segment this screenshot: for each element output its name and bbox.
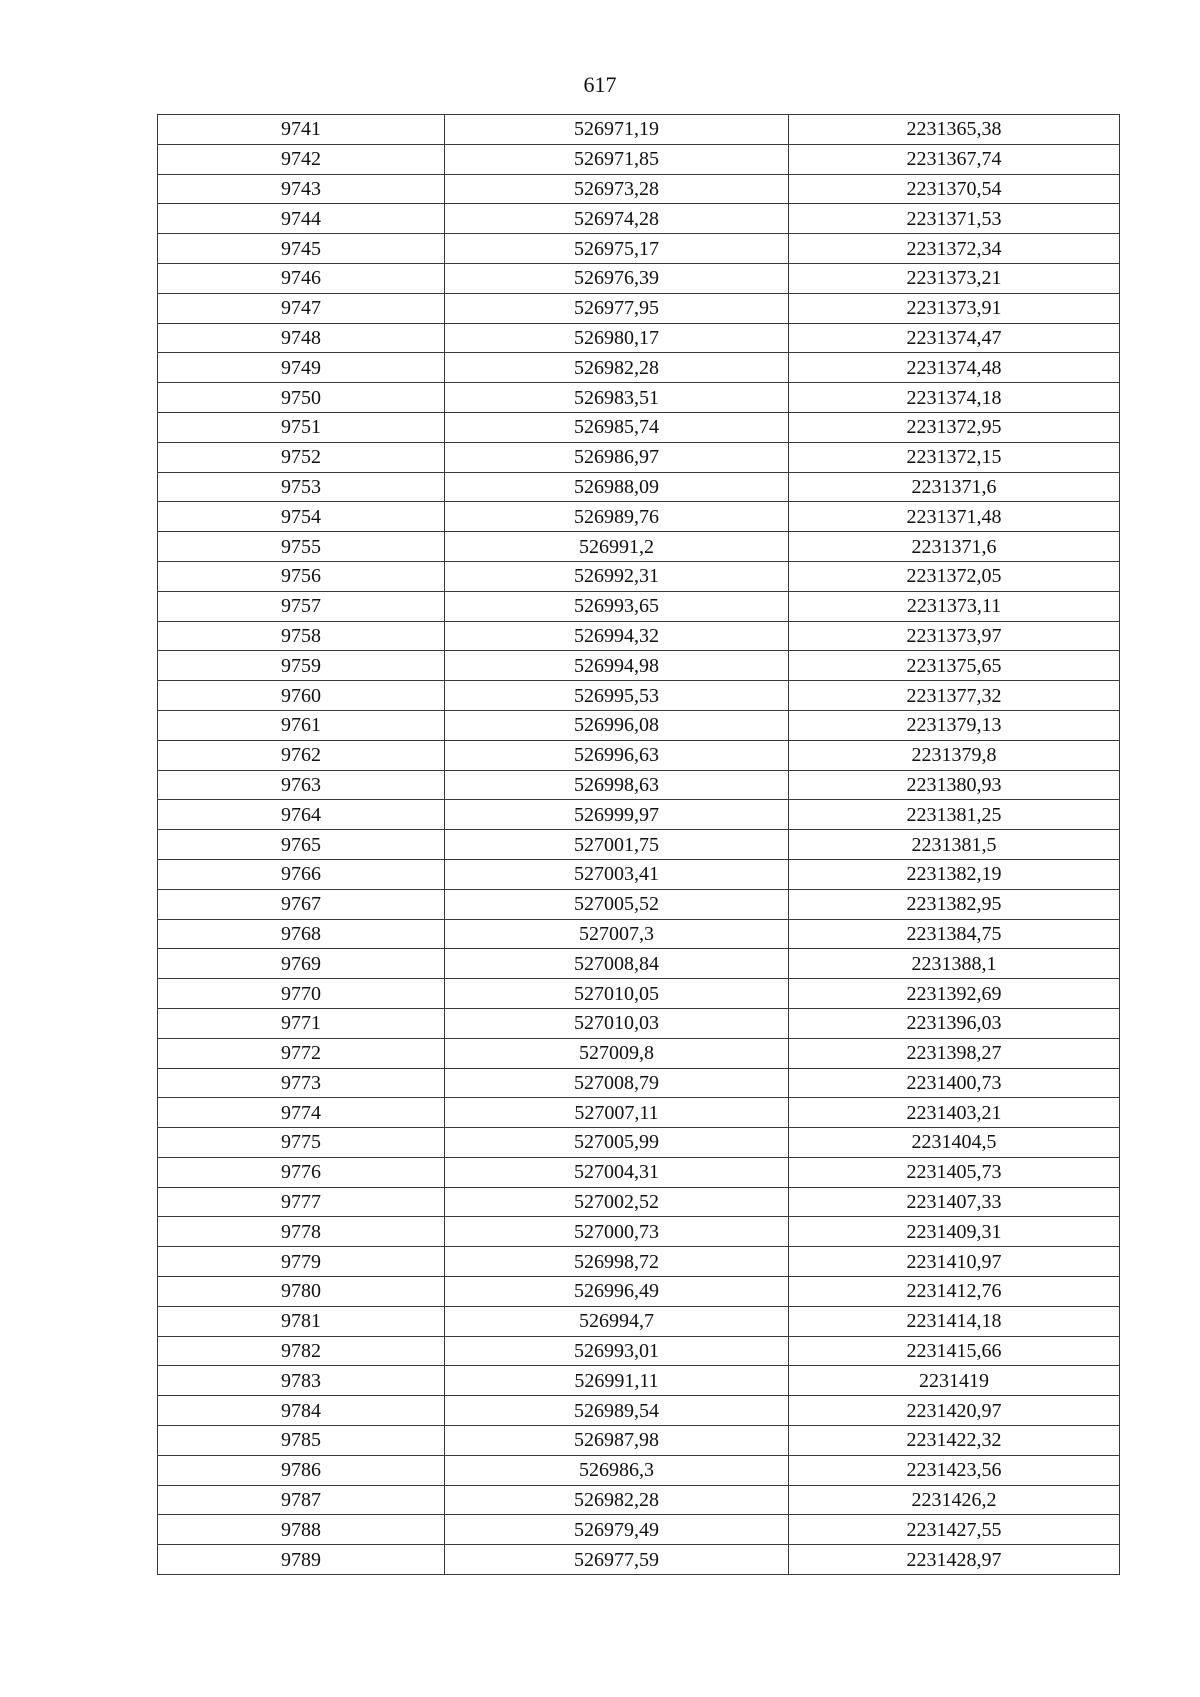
y-coordinate-cell: 2231426,2	[789, 1485, 1120, 1515]
table-row	[158, 1217, 1120, 1247]
point-number-cell: 9776	[158, 1157, 445, 1187]
table-row	[158, 949, 1120, 979]
y-coordinate-cell: 2231373,21	[789, 263, 1120, 293]
y-coordinate-cell: 2231382,95	[789, 889, 1120, 919]
table-row	[158, 740, 1120, 770]
y-coordinate-cell: 2231373,11	[789, 591, 1120, 621]
x-coordinate-cell: 526979,49	[445, 1515, 789, 1545]
y-coordinate-cell: 2231412,76	[789, 1277, 1120, 1307]
y-coordinate-cell: 2231384,75	[789, 919, 1120, 949]
point-number-cell: 9779	[158, 1247, 445, 1277]
y-coordinate-cell: 2231422,32	[789, 1426, 1120, 1456]
table-row	[158, 144, 1120, 174]
table-row	[158, 353, 1120, 383]
table-row	[158, 1366, 1120, 1396]
x-coordinate-cell: 527007,3	[445, 919, 789, 949]
point-number-cell: 9782	[158, 1336, 445, 1366]
table-row	[158, 1247, 1120, 1277]
point-number-cell: 9748	[158, 323, 445, 353]
y-coordinate-cell: 2231407,33	[789, 1187, 1120, 1217]
table-row	[158, 1545, 1120, 1575]
point-number-cell: 9754	[158, 502, 445, 532]
table-row	[158, 1068, 1120, 1098]
table-row	[158, 1187, 1120, 1217]
table-row	[158, 293, 1120, 323]
point-number-cell: 9785	[158, 1426, 445, 1456]
table-row	[158, 561, 1120, 591]
y-coordinate-cell: 2231409,31	[789, 1217, 1120, 1247]
point-number-cell: 9763	[158, 770, 445, 800]
point-number-cell: 9772	[158, 1038, 445, 1068]
y-coordinate-cell: 2231392,69	[789, 979, 1120, 1009]
y-coordinate-cell: 2231375,65	[789, 651, 1120, 681]
y-coordinate-cell: 2231403,21	[789, 1098, 1120, 1128]
table-row	[158, 1455, 1120, 1485]
x-coordinate-cell: 526980,17	[445, 323, 789, 353]
table-row	[158, 532, 1120, 562]
y-coordinate-cell: 2231371,6	[789, 532, 1120, 562]
table-row	[158, 174, 1120, 204]
x-coordinate-cell: 526996,49	[445, 1277, 789, 1307]
x-coordinate-cell: 527007,11	[445, 1098, 789, 1128]
x-coordinate-cell: 526995,53	[445, 681, 789, 711]
table-row	[158, 442, 1120, 472]
y-coordinate-cell: 2231398,27	[789, 1038, 1120, 1068]
table-row	[158, 472, 1120, 502]
x-coordinate-cell: 527005,99	[445, 1128, 789, 1158]
x-coordinate-cell: 526992,31	[445, 561, 789, 591]
table-row	[158, 681, 1120, 711]
point-number-cell: 9757	[158, 591, 445, 621]
x-coordinate-cell: 526986,97	[445, 442, 789, 472]
x-coordinate-cell: 526975,17	[445, 234, 789, 264]
y-coordinate-cell: 2231374,18	[789, 383, 1120, 413]
point-number-cell: 9745	[158, 234, 445, 264]
y-coordinate-cell: 2231405,73	[789, 1157, 1120, 1187]
point-number-cell: 9769	[158, 949, 445, 979]
x-coordinate-cell: 526977,95	[445, 293, 789, 323]
table-row	[158, 919, 1120, 949]
x-coordinate-cell: 526983,51	[445, 383, 789, 413]
y-coordinate-cell: 2231428,97	[789, 1545, 1120, 1575]
point-number-cell: 9764	[158, 800, 445, 830]
x-coordinate-cell: 526989,54	[445, 1396, 789, 1426]
x-coordinate-cell: 526985,74	[445, 412, 789, 442]
y-coordinate-cell: 2231420,97	[789, 1396, 1120, 1426]
point-number-cell: 9743	[158, 174, 445, 204]
table-row	[158, 323, 1120, 353]
y-coordinate-cell: 2231410,97	[789, 1247, 1120, 1277]
point-number-cell: 9759	[158, 651, 445, 681]
y-coordinate-cell: 2231396,03	[789, 1008, 1120, 1038]
table-row	[158, 1157, 1120, 1187]
point-number-cell: 9761	[158, 710, 445, 740]
y-coordinate-cell: 2231415,66	[789, 1336, 1120, 1366]
y-coordinate-cell: 2231374,48	[789, 353, 1120, 383]
table-row	[158, 1485, 1120, 1515]
x-coordinate-cell: 527010,03	[445, 1008, 789, 1038]
point-number-cell: 9784	[158, 1396, 445, 1426]
x-coordinate-cell: 526998,63	[445, 770, 789, 800]
table-row	[158, 889, 1120, 919]
x-coordinate-cell: 527009,8	[445, 1038, 789, 1068]
table-row	[158, 204, 1120, 234]
point-number-cell: 9756	[158, 561, 445, 591]
table-row	[158, 383, 1120, 413]
point-number-cell: 9773	[158, 1068, 445, 1098]
y-coordinate-cell: 2231371,6	[789, 472, 1120, 502]
x-coordinate-cell: 526993,01	[445, 1336, 789, 1366]
x-coordinate-cell: 526999,97	[445, 800, 789, 830]
x-coordinate-cell: 527003,41	[445, 859, 789, 889]
y-coordinate-cell: 2231374,47	[789, 323, 1120, 353]
y-coordinate-cell: 2231419	[789, 1366, 1120, 1396]
point-number-cell: 9770	[158, 979, 445, 1009]
y-coordinate-cell: 2231382,19	[789, 859, 1120, 889]
point-number-cell: 9768	[158, 919, 445, 949]
x-coordinate-cell: 526982,28	[445, 353, 789, 383]
point-number-cell: 9744	[158, 204, 445, 234]
table-body	[158, 115, 1120, 1575]
point-number-cell: 9765	[158, 830, 445, 860]
point-number-cell: 9778	[158, 1217, 445, 1247]
point-number-cell: 9774	[158, 1098, 445, 1128]
y-coordinate-cell: 2231379,8	[789, 740, 1120, 770]
x-coordinate-cell: 526996,08	[445, 710, 789, 740]
point-number-cell: 9762	[158, 740, 445, 770]
table-row	[158, 979, 1120, 1009]
table-row	[158, 800, 1120, 830]
page-number: 617	[583, 72, 617, 97]
table-row	[158, 1336, 1120, 1366]
x-coordinate-cell: 527008,79	[445, 1068, 789, 1098]
point-number-cell: 9787	[158, 1485, 445, 1515]
x-coordinate-cell: 527001,75	[445, 830, 789, 860]
x-coordinate-cell: 526989,76	[445, 502, 789, 532]
table-row	[158, 710, 1120, 740]
point-number-cell: 9771	[158, 1008, 445, 1038]
table-row	[158, 1515, 1120, 1545]
point-number-cell: 9766	[158, 859, 445, 889]
table-row	[158, 1306, 1120, 1336]
x-coordinate-cell: 526971,85	[445, 144, 789, 174]
x-coordinate-cell: 526994,32	[445, 621, 789, 651]
y-coordinate-cell: 2231370,54	[789, 174, 1120, 204]
x-coordinate-cell: 526974,28	[445, 204, 789, 234]
y-coordinate-cell: 2231373,97	[789, 621, 1120, 651]
y-coordinate-cell: 2231404,5	[789, 1128, 1120, 1158]
x-coordinate-cell: 526991,2	[445, 532, 789, 562]
table-row	[158, 651, 1120, 681]
x-coordinate-cell: 526994,98	[445, 651, 789, 681]
point-number-cell: 9742	[158, 144, 445, 174]
x-coordinate-cell: 526987,98	[445, 1426, 789, 1456]
table-row	[158, 830, 1120, 860]
x-coordinate-cell: 527010,05	[445, 979, 789, 1009]
table-row	[158, 234, 1120, 264]
table-row	[158, 1008, 1120, 1038]
x-coordinate-cell: 526976,39	[445, 263, 789, 293]
x-coordinate-cell: 526993,65	[445, 591, 789, 621]
x-coordinate-cell: 527000,73	[445, 1217, 789, 1247]
table-row	[158, 115, 1120, 145]
point-number-cell: 9775	[158, 1128, 445, 1158]
coordinates-table	[157, 114, 1120, 1575]
x-coordinate-cell: 526977,59	[445, 1545, 789, 1575]
table-row	[158, 263, 1120, 293]
y-coordinate-cell: 2231371,48	[789, 502, 1120, 532]
point-number-cell: 9789	[158, 1545, 445, 1575]
x-coordinate-cell: 527008,84	[445, 949, 789, 979]
y-coordinate-cell: 2231414,18	[789, 1306, 1120, 1336]
y-coordinate-cell: 2231372,34	[789, 234, 1120, 264]
point-number-cell: 9747	[158, 293, 445, 323]
point-number-cell: 9758	[158, 621, 445, 651]
table-row	[158, 770, 1120, 800]
y-coordinate-cell: 2231377,32	[789, 681, 1120, 711]
table-row	[158, 621, 1120, 651]
y-coordinate-cell: 2231372,95	[789, 412, 1120, 442]
table-row	[158, 1277, 1120, 1307]
y-coordinate-cell: 2231427,55	[789, 1515, 1120, 1545]
y-coordinate-cell: 2231400,73	[789, 1068, 1120, 1098]
point-number-cell: 9788	[158, 1515, 445, 1545]
x-coordinate-cell: 526988,09	[445, 472, 789, 502]
y-coordinate-cell: 2231365,38	[789, 115, 1120, 145]
x-coordinate-cell: 526973,28	[445, 174, 789, 204]
table-row	[158, 412, 1120, 442]
y-coordinate-cell: 2231380,93	[789, 770, 1120, 800]
y-coordinate-cell: 2231367,74	[789, 144, 1120, 174]
point-number-cell: 9753	[158, 472, 445, 502]
x-coordinate-cell: 527002,52	[445, 1187, 789, 1217]
table-row	[158, 1038, 1120, 1068]
point-number-cell: 9767	[158, 889, 445, 919]
table-row	[158, 1426, 1120, 1456]
y-coordinate-cell: 2231423,56	[789, 1455, 1120, 1485]
point-number-cell: 9752	[158, 442, 445, 472]
point-number-cell: 9755	[158, 532, 445, 562]
table-row	[158, 502, 1120, 532]
point-number-cell: 9781	[158, 1306, 445, 1336]
x-coordinate-cell: 526998,72	[445, 1247, 789, 1277]
table-row	[158, 591, 1120, 621]
point-number-cell: 9783	[158, 1366, 445, 1396]
y-coordinate-cell: 2231388,1	[789, 949, 1120, 979]
x-coordinate-cell: 526996,63	[445, 740, 789, 770]
y-coordinate-cell: 2231381,5	[789, 830, 1120, 860]
table-row	[158, 1098, 1120, 1128]
y-coordinate-cell: 2231371,53	[789, 204, 1120, 234]
y-coordinate-cell: 2231373,91	[789, 293, 1120, 323]
x-coordinate-cell: 526986,3	[445, 1455, 789, 1485]
point-number-cell: 9749	[158, 353, 445, 383]
y-coordinate-cell: 2231372,15	[789, 442, 1120, 472]
x-coordinate-cell: 526994,7	[445, 1306, 789, 1336]
table-row	[158, 1396, 1120, 1426]
x-coordinate-cell: 526991,11	[445, 1366, 789, 1396]
point-number-cell: 9777	[158, 1187, 445, 1217]
point-number-cell: 9741	[158, 115, 445, 145]
point-number-cell: 9760	[158, 681, 445, 711]
x-coordinate-cell: 526971,19	[445, 115, 789, 145]
table-row	[158, 859, 1120, 889]
y-coordinate-cell: 2231372,05	[789, 561, 1120, 591]
point-number-cell: 9751	[158, 412, 445, 442]
table-row	[158, 1128, 1120, 1158]
x-coordinate-cell: 526982,28	[445, 1485, 789, 1515]
x-coordinate-cell: 527004,31	[445, 1157, 789, 1187]
x-coordinate-cell: 527005,52	[445, 889, 789, 919]
y-coordinate-cell: 2231381,25	[789, 800, 1120, 830]
point-number-cell: 9786	[158, 1455, 445, 1485]
y-coordinate-cell: 2231379,13	[789, 710, 1120, 740]
point-number-cell: 9746	[158, 263, 445, 293]
point-number-cell: 9750	[158, 383, 445, 413]
point-number-cell: 9780	[158, 1277, 445, 1307]
